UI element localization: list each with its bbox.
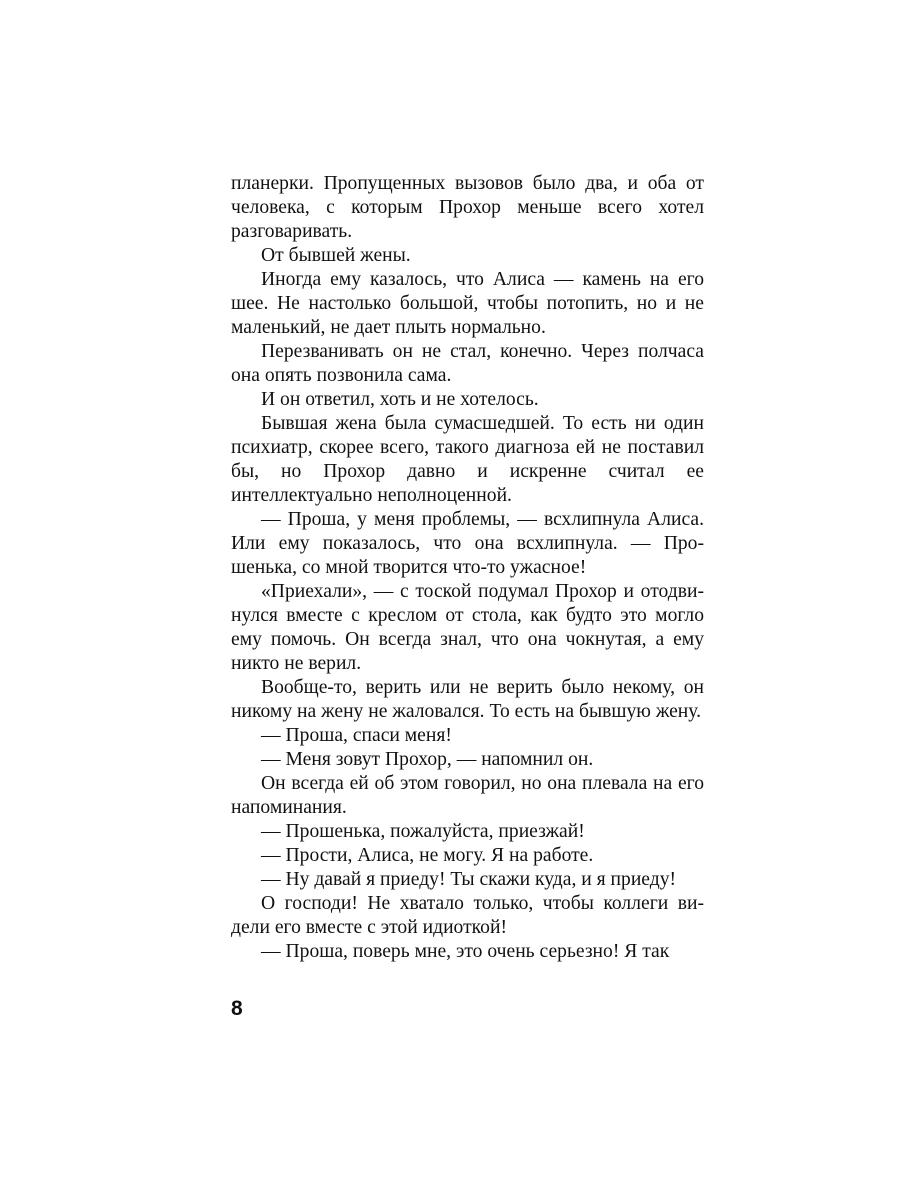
paragraph: планерки. Пропущенных вызовов было два, и оба от человека, с которым Прохор меньше всего хотел разговаривать. [231, 173, 704, 242]
paragraph: Вообще-то, верить или не верить было некому, он никому на жену не жаловался. То есть на бывшую жену. [231, 677, 704, 722]
paragraph: И он ответил, хоть и не хотелось. [261, 389, 539, 410]
paragraph: Иногда ему казалось, что Алиса — камень на его шее. Не настолько большой, чтобы потопить, но и не маленький, не дает плыть нормально. [231, 269, 704, 338]
paragraph: — Проша, у меня проблемы, — всхлипнула Алиса. Или ему показалось, что она всхлипнула. — Прошенька, со мной творится что-то ужасное! [231, 509, 704, 578]
paragraph: Бывшая жена была сумасшедшей. То есть ни один психиатр, скорее всего, такого диагноза ей не поставил бы, но Прохор давно и искренне считал ее интеллектуально неполноценной. [231, 413, 704, 506]
paragraph: Перезванивать он не стал, конечно. Через полчаса она опять позвонила сама. [231, 341, 704, 386]
paragraph: — Прости, Алиса, не могу. Я на работе. [261, 845, 594, 866]
paragraph: — Проша, поверь мне, это очень серьезно! Я так [261, 941, 670, 962]
body-text [231, 172, 704, 964]
paragraph: — Прошенька, пожалуйста, приезжай! [261, 821, 585, 842]
paragraph: От бывшей жены. [261, 245, 411, 266]
paragraph: — Проша, спаси меня! [261, 725, 452, 746]
paragraph: — Меня зовут Прохор, — напомнил он. [261, 749, 594, 770]
page-number: 8 [231, 997, 243, 1020]
paragraph: — Ну давай я приеду! Ты скажи куда, и я приеду! [261, 869, 677, 890]
paragraph: «Приехали», — с тоской подумал Прохор и отодвинулся вместе с креслом от стола, как будто это могло ему помочь. Он всегда знал, что она чокнутая, а ему никто не верил. [231, 581, 704, 674]
paragraph: О господи! Не хватало только, чтобы коллеги видели его вместе с этой идиоткой! [231, 893, 704, 938]
paragraph: Он всегда ей об этом говорил, но она плевала на его напоминания. [231, 773, 704, 818]
